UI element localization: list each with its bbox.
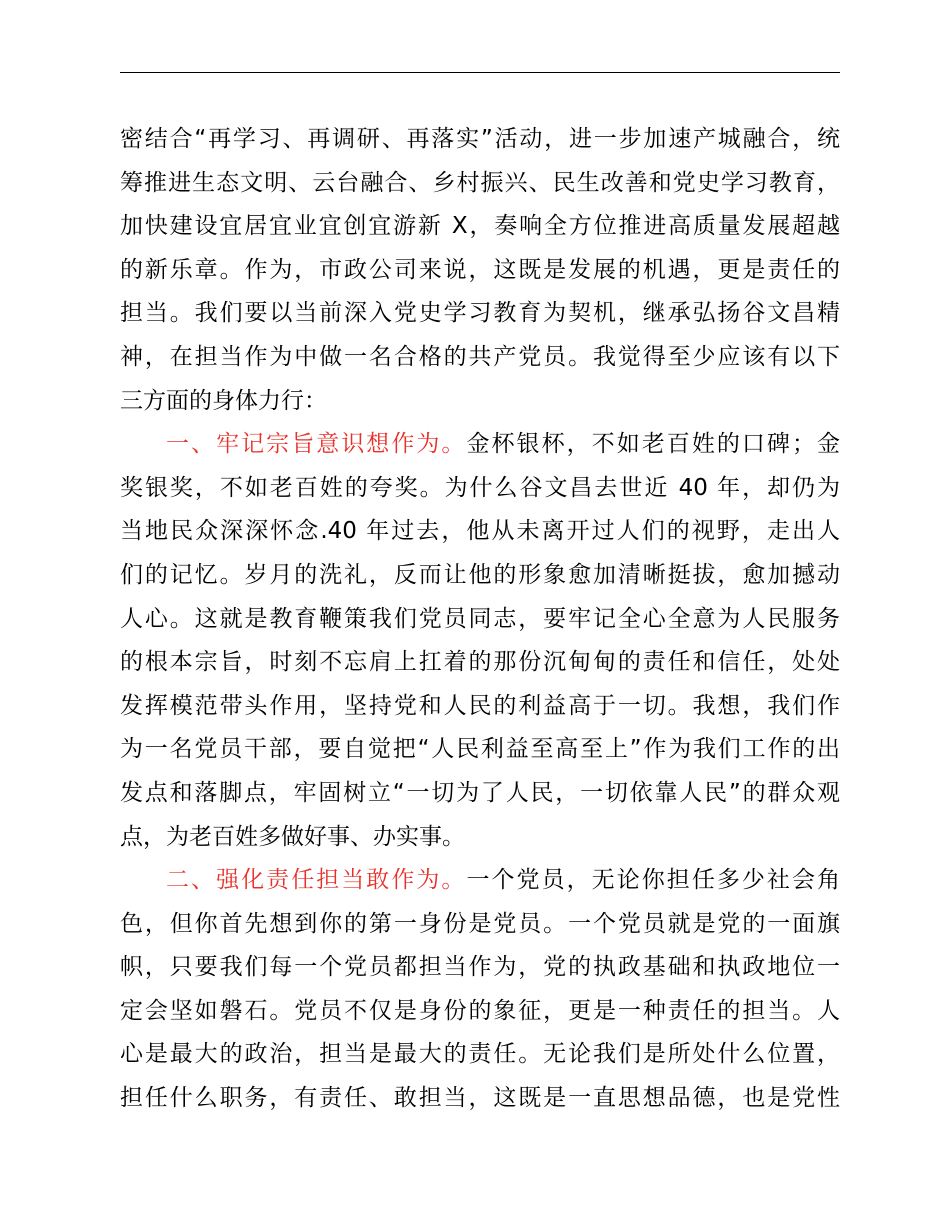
paragraph-line: 神，在担当作为中做一名合格的共产党员。我觉得至少应该有以下 <box>120 343 840 370</box>
paragraph-line: 心是最大的政治，担当是最大的责任。无论我们是所处什么位置， <box>120 1041 840 1068</box>
section-heading: 二、强化责任担当敢作为。 <box>166 867 467 894</box>
paragraph-line: 定会坚如磐石。党员不仅是身份的象征，更是一种责任的担当。人 <box>120 997 840 1024</box>
paragraph-line: 担任什么职务，有责任、敢担当，这既是一直思想品德，也是党性 <box>120 1085 840 1112</box>
paragraph-line: 奖银奖，不如老百姓的夸奖。为什么谷文昌去世近 40 年，却仍为 <box>120 474 840 501</box>
paragraph-line: 的根本宗旨，时刻不忘肩上扛着的那份沉甸甸的责任和信任，处处 <box>120 649 840 676</box>
section-first-line <box>120 423 840 467</box>
paragraph-line: 三方面的身体力行： <box>120 387 327 414</box>
paragraph-line: 色，但你首先想到你的第一身份是党员。一个党员就是党的一面旗 <box>120 910 840 937</box>
paragraph-line: 为一名党员干部，要自觉把“人民利益至高至上”作为我们工作的出 <box>120 736 840 763</box>
paragraph-line: 的新乐章。作为，市政公司来说，这既是发展的机遇，更是责任的 <box>120 256 840 283</box>
paragraph-line: 担当。我们要以当前深入党史学习教育为契机，继承弘扬谷文昌精 <box>120 300 840 327</box>
section-first-line <box>120 859 840 903</box>
section-heading: 一、牢记宗旨意识想作为。 <box>166 431 467 458</box>
header-rule <box>120 72 840 73</box>
paragraph-line: 们的记忆。岁月的洗礼，反而让他的形象愈加清晰挺拔，愈加撼动 <box>120 561 840 588</box>
paragraph-line: 加快建设宜居宜业宜创宜游新 X，奏响全方位推进高质量发展超越 <box>120 213 840 240</box>
body-text <box>120 118 840 1121</box>
paragraph-line: 发点和落脚点，牢固树立“一切为了人民，一切依靠人民”的群众观 <box>120 779 840 806</box>
paragraph-line: 当地民众深深怀念.40 年过去，他从未离开过人们的视野，走出人 <box>120 518 840 545</box>
paragraph-line: 人心。这就是教育鞭策我们党员同志，要牢记全心全意为人民服务 <box>120 605 840 632</box>
paragraph-line: 密结合“再学习、再调研、再落实”活动，进一步加速产城融合，统 <box>120 126 840 152</box>
section-first-line-text: 一个党员，无论你担任多少社会角 <box>466 867 841 894</box>
paragraph-line: 点，为老百姓多做好事、办实事。 <box>120 823 465 850</box>
paragraph-line: 筹推进生态文明、云台融合、乡村振兴、民生改善和党史学习教育， <box>120 169 840 196</box>
section-first-line-text: 金杯银杯，不如老百姓的口碑；金 <box>466 431 841 458</box>
paragraph-line: 发挥模范带头作用，坚持党和人民的利益高于一切。我想，我们作 <box>120 692 840 719</box>
paragraph-line: 帜，只要我们每一个党员都担当作为，党的执政基础和执政地位一 <box>120 954 840 981</box>
